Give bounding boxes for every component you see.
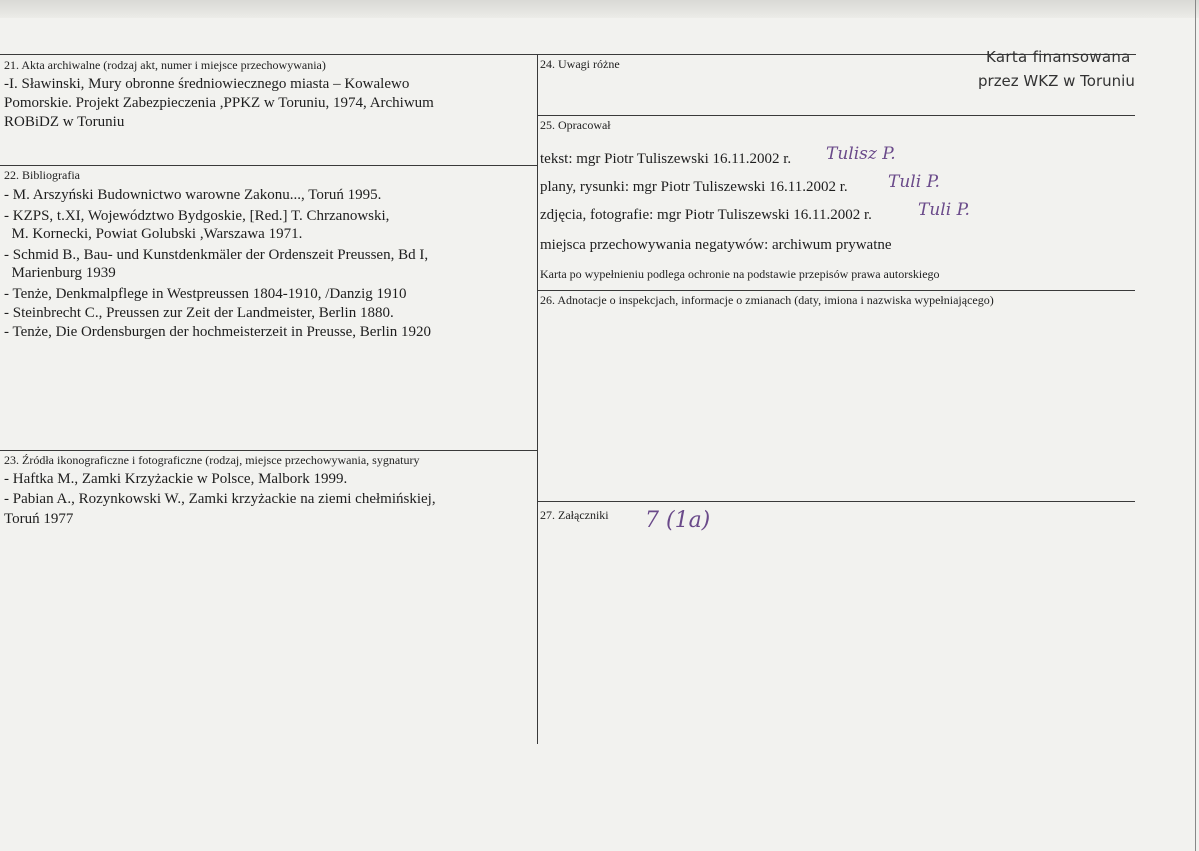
column-divider [537,54,538,744]
funding-stamp-line1: Karta finansowana [986,48,1131,66]
section-24-label: 24. Uwagi różne [540,57,620,71]
signature-photos: Tuli P. [918,200,970,220]
bibliography-entry: Marienburg 1939 [4,265,116,281]
section-25-label: 25. Opracował [540,118,611,132]
bibliography-entry: - KZPS, t.XI, Województwo Bydgoskie, [Red.] T. Chrzanowski, [4,208,390,224]
funding-stamp-line2: przez WKZ w Toruniu [978,72,1135,90]
signature-plans: Tuli P. [888,172,940,192]
bibliography-entry: - Tenże, Die Ordensburgen der hochmeisterzeit in Preusse, Berlin 1920 [4,324,432,340]
right-divider-26-27 [537,501,1135,502]
scan-top-edge [0,0,1199,18]
section-21-line: -I. Sławinski, Mury obronne średniowiecznego miasta – Kowalewo [4,76,410,92]
attachments-handwritten: 7 (1a) [645,508,711,533]
left-divider-21-22 [0,165,537,166]
section-21-line: ROBiDZ w Toruniu [4,114,125,130]
section-26-label: 26. Adnotacje o inspekcjach, informacje o zmianach (daty, imiona i nazwiska wypełniającego) [540,293,994,307]
right-divider-25-26 [537,290,1135,291]
bibliography-entry: - M. Arszyński Budownictwo warowne Zakonu..., Toruń 1995. [4,187,382,203]
negatives-storage-line: miejsca przechowywania negatywów: archiwum prywatne [540,237,892,253]
iconography-entry: - Pabian A., Rozynkowski W., Zamki krzyżackie na ziemi chełmińskiej, [4,491,436,507]
bibliography-entry: - Steinbrecht C., Preussen zur Zeit der Landmeister, Berlin 1880. [4,305,394,321]
right-divider-24-25 [537,115,1135,116]
top-border-line [0,54,1136,55]
bibliography-entry: M. Kornecki, Powiat Golubski ,Warszawa 1971. [4,226,303,242]
signature-text: Tulisz P. [826,144,896,164]
iconography-entry: - Haftka M., Zamki Krzyżackie w Polsce, Malbork 1999. [4,471,348,487]
right-card-edge [1195,0,1196,851]
bibliography-entry: - Schmid B., Bau- und Kunstdenkmäler der Ordenszeit Preussen, Bd I, [4,247,429,263]
section-21-label: 21. Akta archiwalne (rodzaj akt, numer i miejsce przechowywania) [4,58,326,72]
copyright-note: Karta po wypełnieniu podlega ochronie na podstawie przepisów prawa autorskiego [540,267,940,281]
iconography-entry: Toruń 1977 [4,511,74,527]
section-23-label: 23. Źródła ikonograficzne i fotograficzne (rodzaj, miejsce przechowywania, sygnatury [4,453,420,467]
author-photos-line: zdjęcia, fotografie: mgr Piotr Tuliszewski 16.11.2002 r. [540,207,872,223]
section-27-label: 27. Załączniki [540,508,609,522]
section-21-line: Pomorskie. Projekt Zabezpieczenia ,PPKZ w Toruniu, 1974, Archiwum [4,95,434,111]
bibliography-entry: - Tenże, Denkmalpflege in Westpreussen 1804-1910, /Danzig 1910 [4,286,407,302]
author-plans-line: plany, rysunki: mgr Piotr Tuliszewski 16.11.2002 r. [540,179,848,195]
author-text-line: tekst: mgr Piotr Tuliszewski 16.11.2002 r. [540,151,792,167]
section-22-label: 22. Bibliografia [4,168,80,182]
left-divider-22-23 [0,450,537,451]
